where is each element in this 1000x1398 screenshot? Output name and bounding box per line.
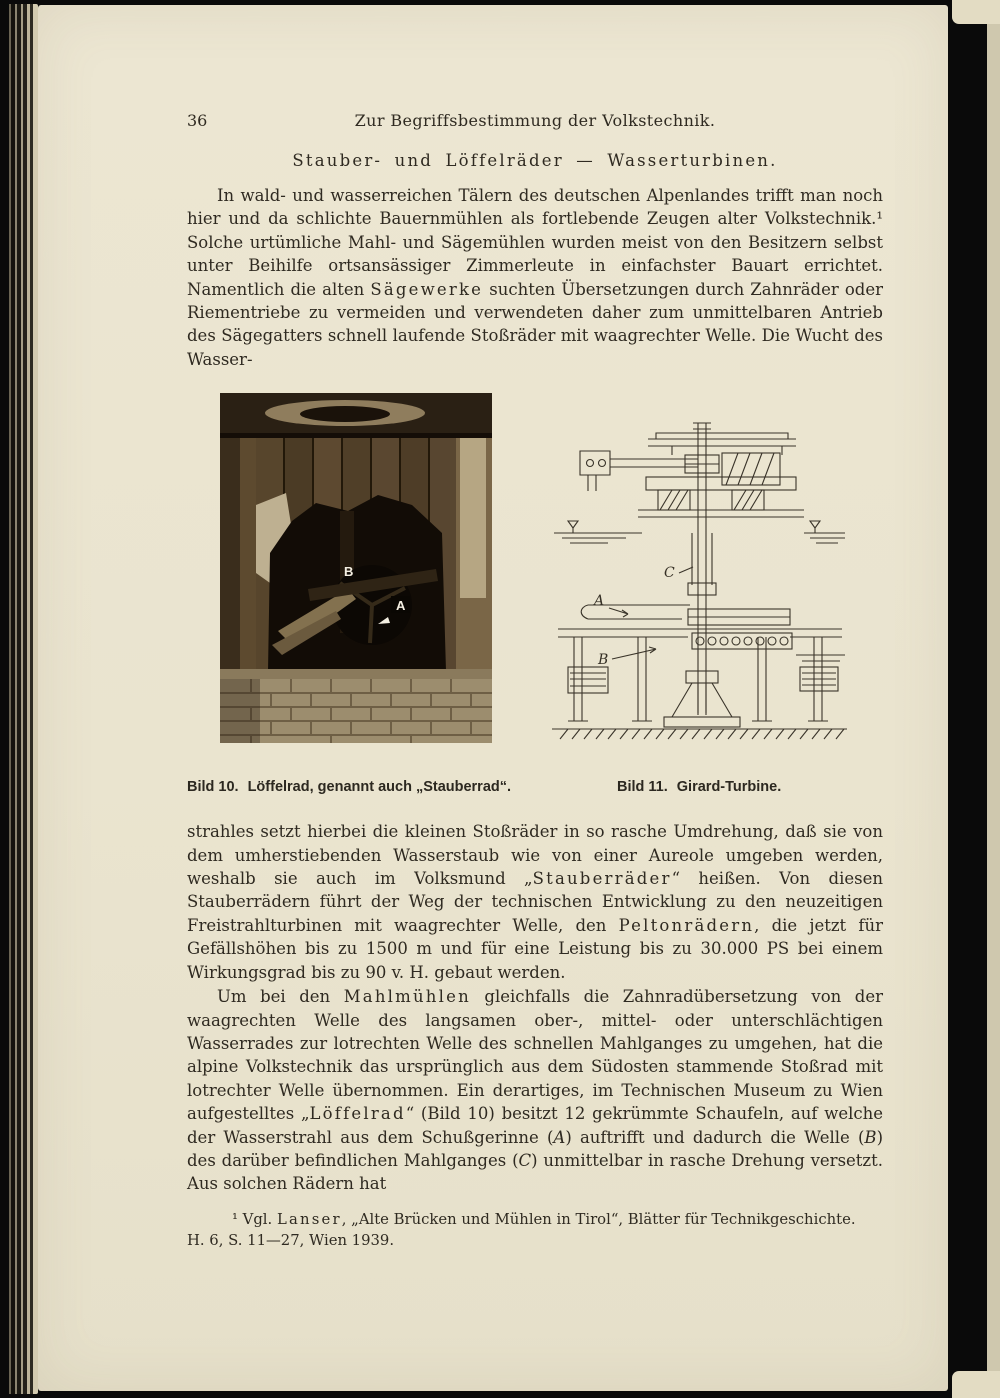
figure-11-caption xyxy=(617,779,781,795)
girard-turbine-drawing xyxy=(552,415,847,755)
paragraph-1: In wald- und wasserreichen Tälern des deutschen Alpenlandes trifft man noch hier und da schlichte Bauernmühlen als fortlebende Zeugen alter Volkstechnik.¹ Solche urtümliche Mahl- und Sägemühlen wurden meist von den Besitzern selbst unter Beihilfe ortsansässiger Zimmerleute in einfachster Bauart errichtet. Namentlich die alten Sägewerke suchten Übersetzungen durch Zahnräder oder Riementriebe zu vermeiden und verwendeten daher zum unmittelbaren Antrieb des Sägegatters schnell laufende Stoßräder mit waagrechter Welle. Die Wucht des Wasser- xyxy=(187,186,883,369)
caption-row xyxy=(187,779,883,798)
facing-page-corner-top xyxy=(952,0,1000,24)
running-header: Zur Begriffsbestimmung der Volkstechnik. xyxy=(354,111,716,130)
section-heading: Stauber- und Löffelräder — Wasserturbinen. xyxy=(292,151,778,170)
paragraph-3: Um bei den Mahlmühlen gleichfalls die Zahnradübersetzung von der waagrechten Welle des langsamen ober-, mittel- oder unterschlächtigen Wasserrades zur lotrechten Welle des schnellen Mahlganges zu umgehen, hat die alpine Volkstechnik das ursprünglich aus dem Südosten stammende Stoßrad mit lotrechter Welle übernommen. Ein derartiges, im Technischen Museum zu Wien aufgestelltes „Löffelrad“ (Bild 10) besitzt 12 gekrümmte Schaufeln, auf welche der Wasserstrahl aus dem Schußgerinne (A) auftrifft und dadurch die Welle (B) des darüber befindlichen Mahlganges (C) unmittelbar in rasche Drehung versetzt. Aus solchen Rädern hat xyxy=(187,987,883,1194)
figure-10 xyxy=(220,393,492,743)
drawing-label-a: A xyxy=(594,593,605,610)
figure-10-caption-text: Löffelrad, genannt auch „Stauberrad“. xyxy=(247,779,512,796)
photo-wheel-opening xyxy=(268,495,446,671)
figure-11-caption-number: Bild 11. xyxy=(617,779,668,796)
photo-label-b: B xyxy=(344,564,354,580)
footnote: ¹ Vgl. Lanser, „Alte Brücken und Mühlen in Tirol“, Blätter für Technikgeschichte. H. 6, S. 11—27, Wien 1939. xyxy=(187,1210,856,1249)
figure-11 xyxy=(552,415,847,755)
turbine-linework xyxy=(552,423,847,739)
facing-page-corner-bottom xyxy=(952,1371,1000,1398)
book-page xyxy=(38,5,948,1391)
drawing-label-c: C xyxy=(664,565,675,582)
drawing-label-b: B xyxy=(598,652,609,669)
figure-row xyxy=(187,393,883,755)
photo-label-a: A xyxy=(396,598,406,614)
figure-10-caption-number: Bild 10. xyxy=(187,779,239,796)
page-stack-edge-left xyxy=(6,4,38,1394)
photo-top-beam xyxy=(220,393,492,438)
paragraph-2: strahles setzt hierbei die kleinen Stoßräder in so rasche Umdrehung, daß sie von dem umherstiebenden Wasserstaub wie von einer Aureole umgeben werden, weshalb sie auch im Volksmund „Stauberräder“ heißen. Von diesen Stauberrädern führt der Weg der technischen Entwicklung zu den neuzeitigen Freistrahlturbinen mit waagrechter Welle, den Peltonrädern, die jetzt für Gefällshöhen bis zu 1500 m und für eine Leistung bis zu 30.000 PS bei einem Wirkungsgrad bis zu 90 v. H. gebaut werden. xyxy=(187,822,883,982)
photo-brick-base xyxy=(220,669,492,743)
loeffelrad-photo xyxy=(220,393,492,743)
page-header xyxy=(187,111,883,131)
facing-page-edge xyxy=(987,0,1000,1398)
page-content xyxy=(187,111,883,1251)
figure-11-caption-text: Girard-Turbine. xyxy=(676,779,782,796)
page-number: 36 xyxy=(187,111,208,130)
figure-10-caption xyxy=(187,779,511,795)
